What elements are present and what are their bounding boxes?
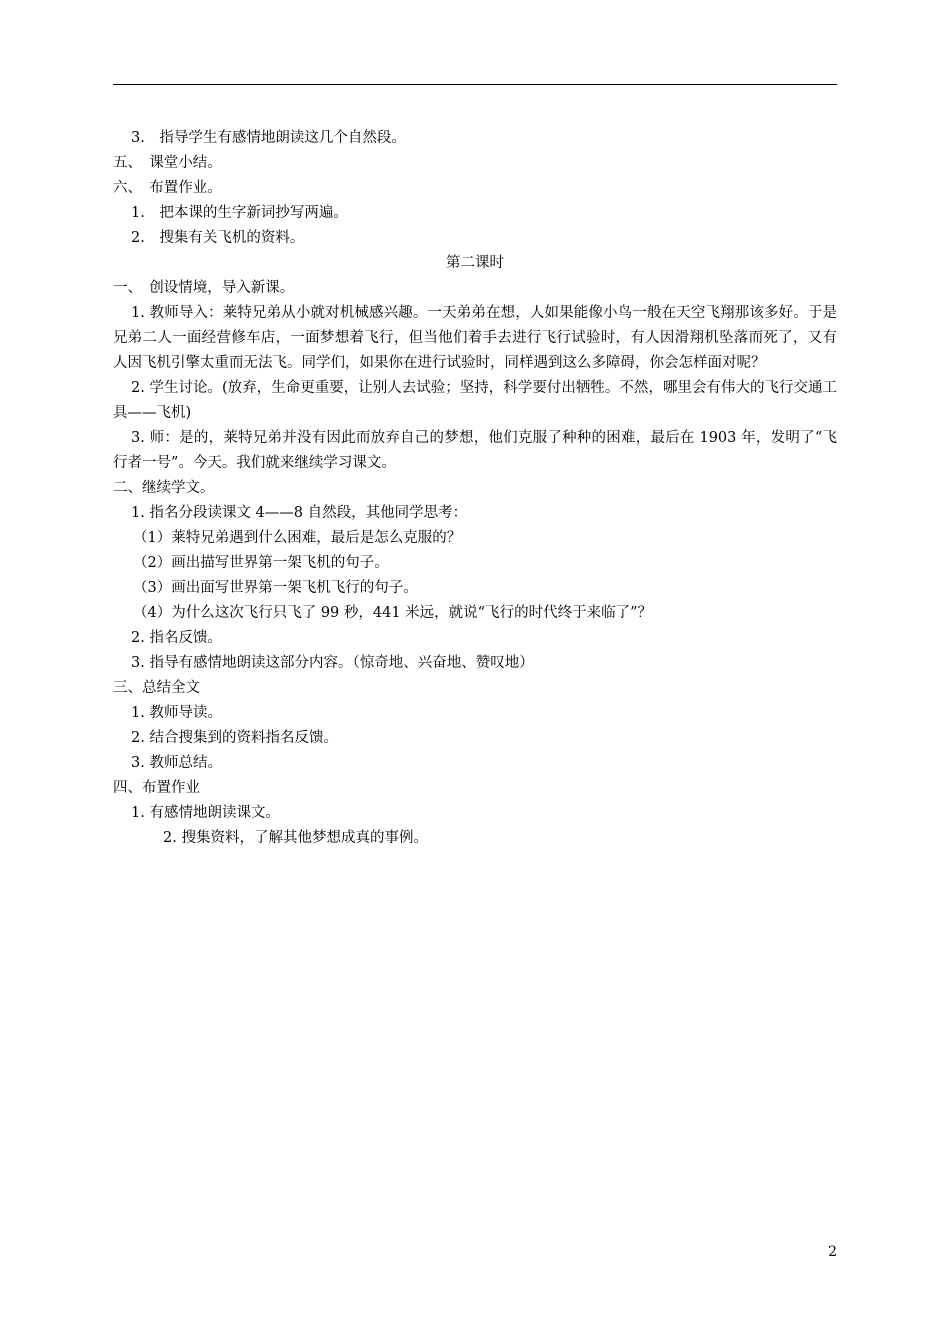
paragraph-teacher-intro: 1. 教师导入：莱特兄弟从小就对机械感兴趣。一天弟弟在想，人如果能像小鸟一般在天空飞翔那该多好。于是兄弟二人一面经营修车店，一面梦想着飞行，但当他们着手去进行飞行试验时，有人因滑翔机坠落而死了，又有人因飞机引擎太重而无法飞。同学们，如果你在进行试验时，同样遇到这么多障碍，你会怎样面对呢？ xyxy=(113,305,837,371)
paragraph-student-discussion: 2. 学生讨论。(放弃，生命更重要，让别人去试验；坚持，科学要付出牺牲。不然，哪里会有伟大的飞行交通工具——飞机) xyxy=(113,380,837,421)
section-1-intro: 一、 创设情境，导入新课。 xyxy=(113,280,295,296)
section-2-continue: 二、继续学文。 xyxy=(113,480,215,496)
summary-item-1: 1. 教师导读。 xyxy=(131,705,222,721)
page-number: 2 xyxy=(828,1244,837,1260)
question-3: （3）画出面写世界第一架飞机飞行的句子。 xyxy=(133,580,418,596)
homework-item-2: 2. 搜集有关飞机的资料。 xyxy=(131,230,305,246)
summary-item-3: 3. 教师总结。 xyxy=(131,755,222,771)
homework-item-1: 1. 把本课的生字新词抄写两遍。 xyxy=(131,205,348,221)
final-homework-item-2: 2. 搜集资料，了解其他梦想成真的事例。 xyxy=(163,830,428,846)
lesson-title: 第二课时 xyxy=(446,255,504,271)
read-with-emotion-step: 3. 指导有感情地朗读这部分内容。（惊奇地、兴奋地、赞叹地） xyxy=(131,655,534,671)
section-4-homework: 四、布置作业 xyxy=(113,780,200,796)
header-rule xyxy=(113,84,837,85)
section-6-homework: 六、 布置作业。 xyxy=(113,180,222,196)
step-3-read-aloud: 3. 指导学生有感情地朗读这几个自然段。 xyxy=(131,130,406,146)
section-5-summary: 五、 课堂小结。 xyxy=(113,155,222,171)
question-1: （1）莱特兄弟遇到什么困难，最后是怎么克服的？ xyxy=(133,530,462,546)
section-3-summary: 三、总结全文 xyxy=(113,680,200,696)
question-4: （4）为什么这次飞行只飞了 99 秒，441 米远，就说“飞行的时代终于来临了”？ xyxy=(133,605,653,621)
summary-item-2: 2. 结合搜集到的资料指名反馈。 xyxy=(131,730,338,746)
paragraph-teacher-response: 3. 师：是的，莱特兄弟并没有因此而放弃自己的梦想，他们克服了种种的困难，最后在 1903 年，发明了“飞行者一号”。今天。我们就来继续学习课文。 xyxy=(113,430,837,471)
feedback-step: 2. 指名反馈。 xyxy=(131,630,222,646)
reading-task: 1. 指名分段读课文 4——8 自然段，其他同学思考： xyxy=(131,505,468,521)
question-2: （2）画出描写世界第一架飞机的句子。 xyxy=(133,555,389,571)
final-homework-item-1: 1. 有感情地朗读课文。 xyxy=(131,805,280,821)
document-body xyxy=(113,126,837,851)
